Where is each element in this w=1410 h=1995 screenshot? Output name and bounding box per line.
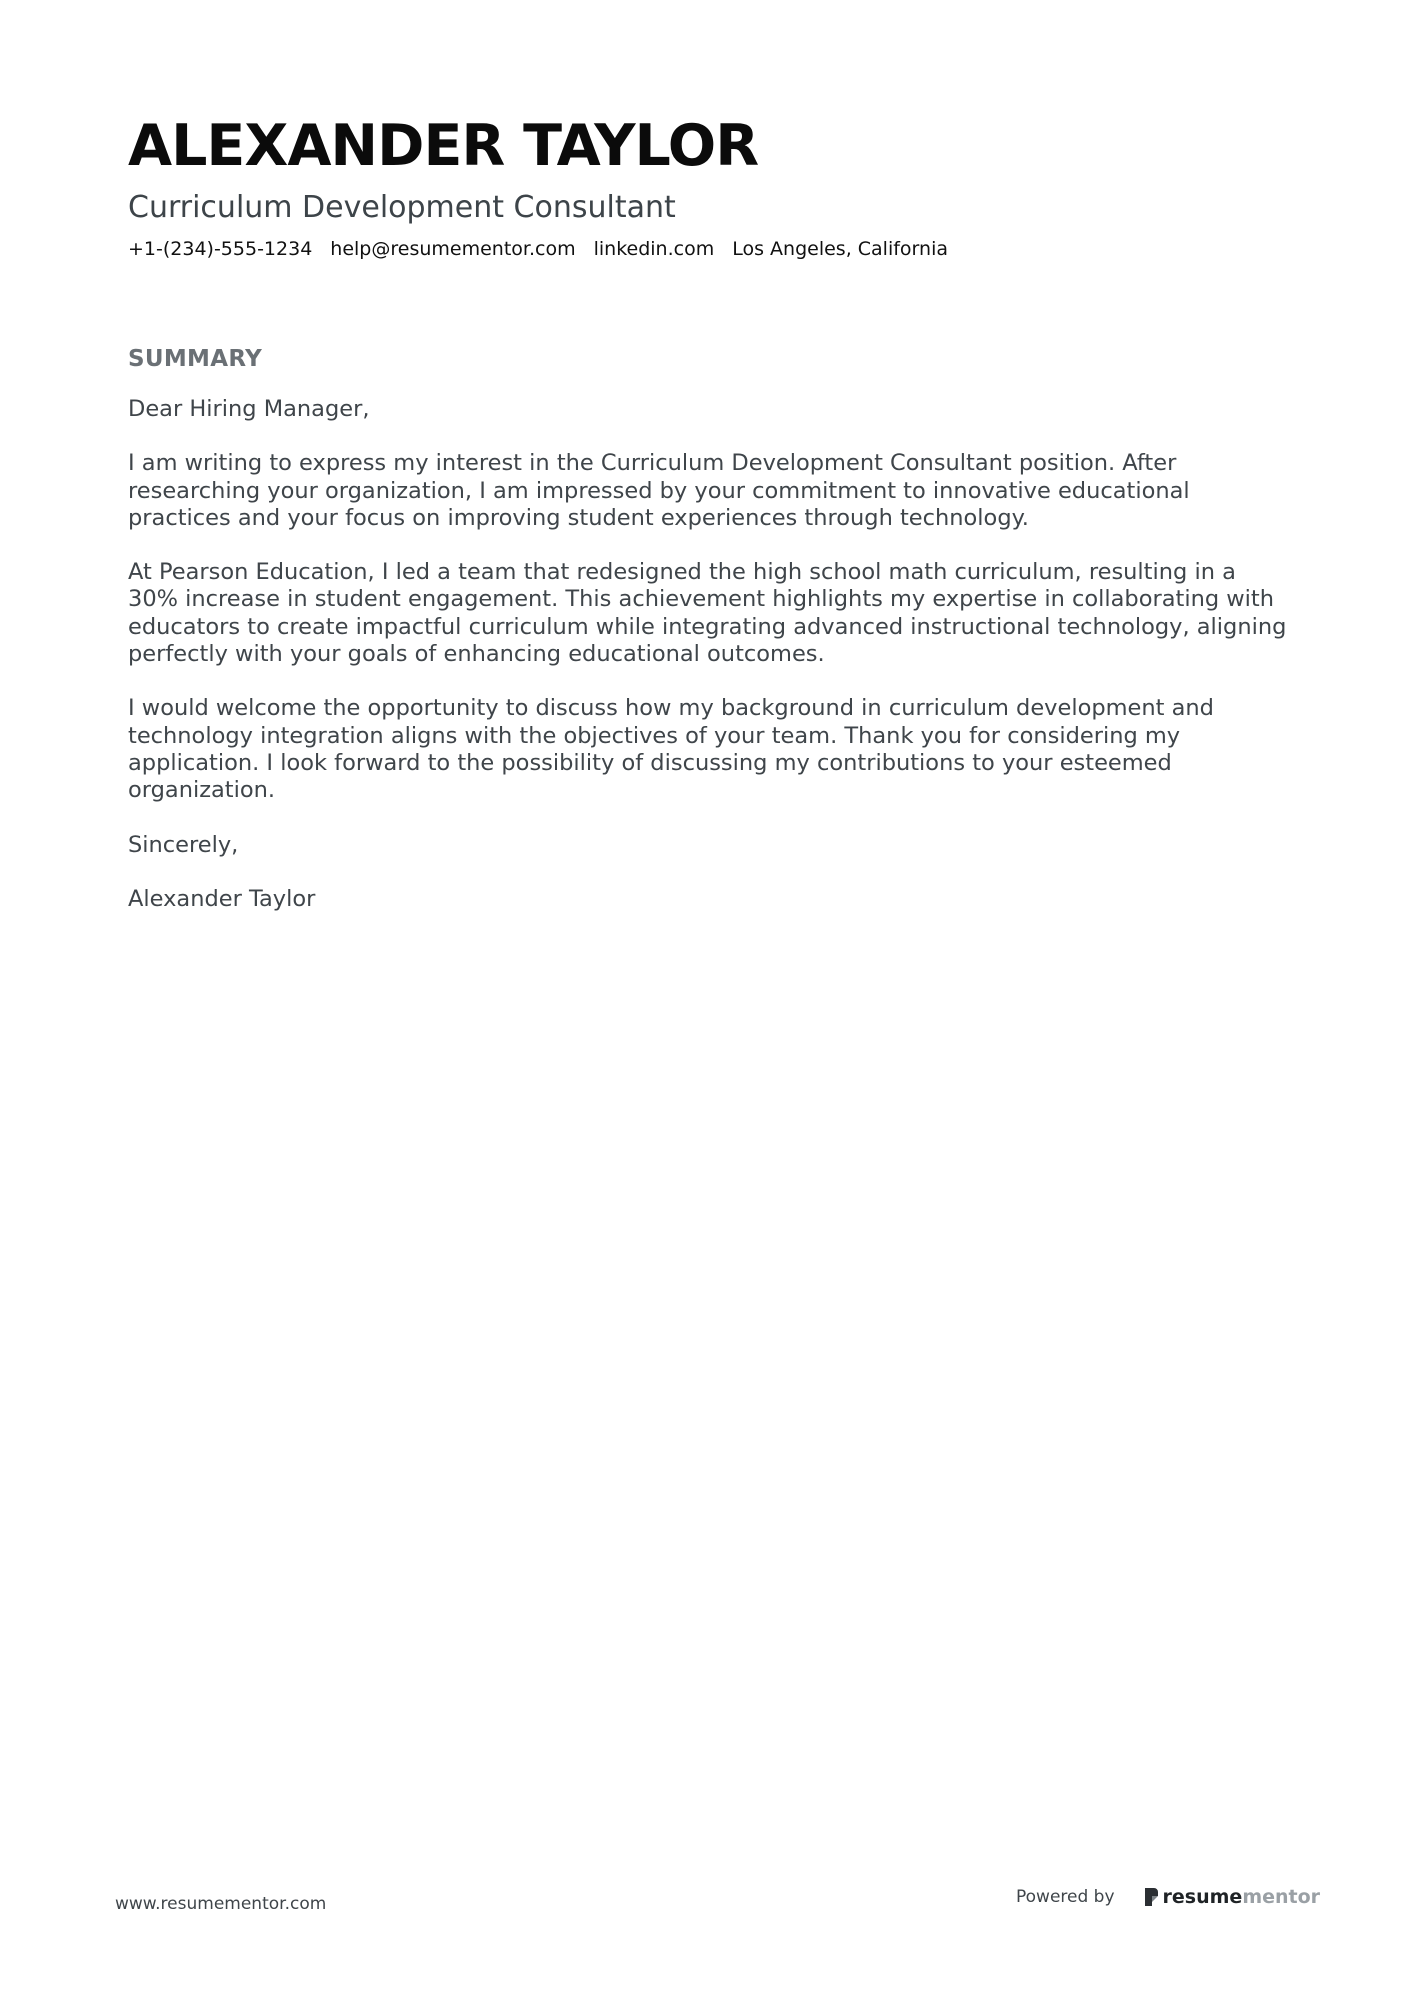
candidate-name: ALEXANDER TAYLOR [128, 113, 759, 179]
letter-body [128, 396, 1288, 913]
job-title: Curriculum Development Consultant [128, 190, 676, 225]
brand-logo[interactable] [1143, 1886, 1321, 1908]
brand-name-light: mentor [1242, 1886, 1321, 1908]
letter-greeting: Dear Hiring Manager, [128, 396, 370, 422]
contact-info [128, 236, 1278, 262]
section-title: SUMMARY [128, 346, 263, 372]
contact-linkedin[interactable]: linkedin.com [593, 238, 715, 260]
brand-name-bold: resume [1162, 1886, 1243, 1908]
contact-email[interactable]: help@resumementor.com [330, 238, 576, 260]
letter-paragraph-2: At Pearson Education, I led a team that redesigned the high school math curriculum, resulting in a 30% increase in student engagement. This achievement highlights my expertise in collaborating with educators to create impactful curriculum while integrating advanced instructional technology, aligning perfectly with your goals of enhancing educational outcomes. [128, 559, 1287, 668]
footer-brand [1016, 1886, 1320, 1908]
summary-section [128, 344, 1288, 940]
powered-by-label: Powered by [1016, 1887, 1115, 1907]
footer-website[interactable]: www.resumementor.com [115, 1894, 327, 1914]
contact-location: Los Angeles, California [732, 238, 948, 260]
resumementor-logo-icon [1143, 1887, 1159, 1907]
header [128, 108, 1278, 262]
letter-paragraph-3: I would welcome the opportunity to discuss how my background in curriculum development and technology integration aligns with the objectives of your team. Thank you for considering my application. I look forward to the possibility of discussing my contributions to your esteemed organization. [128, 695, 1214, 804]
contact-phone: +1-(234)-555-1234 [128, 238, 313, 260]
letter-paragraph-1: I am writing to express my interest in the Curriculum Development Consultant position. After researching your organization, I am impressed by your commitment to innovative educational practices and your focus on improving student experiences through technology. [128, 450, 1190, 531]
letter-closing: Sincerely, [128, 831, 239, 858]
letter-signature: Alexander Taylor [128, 885, 316, 912]
